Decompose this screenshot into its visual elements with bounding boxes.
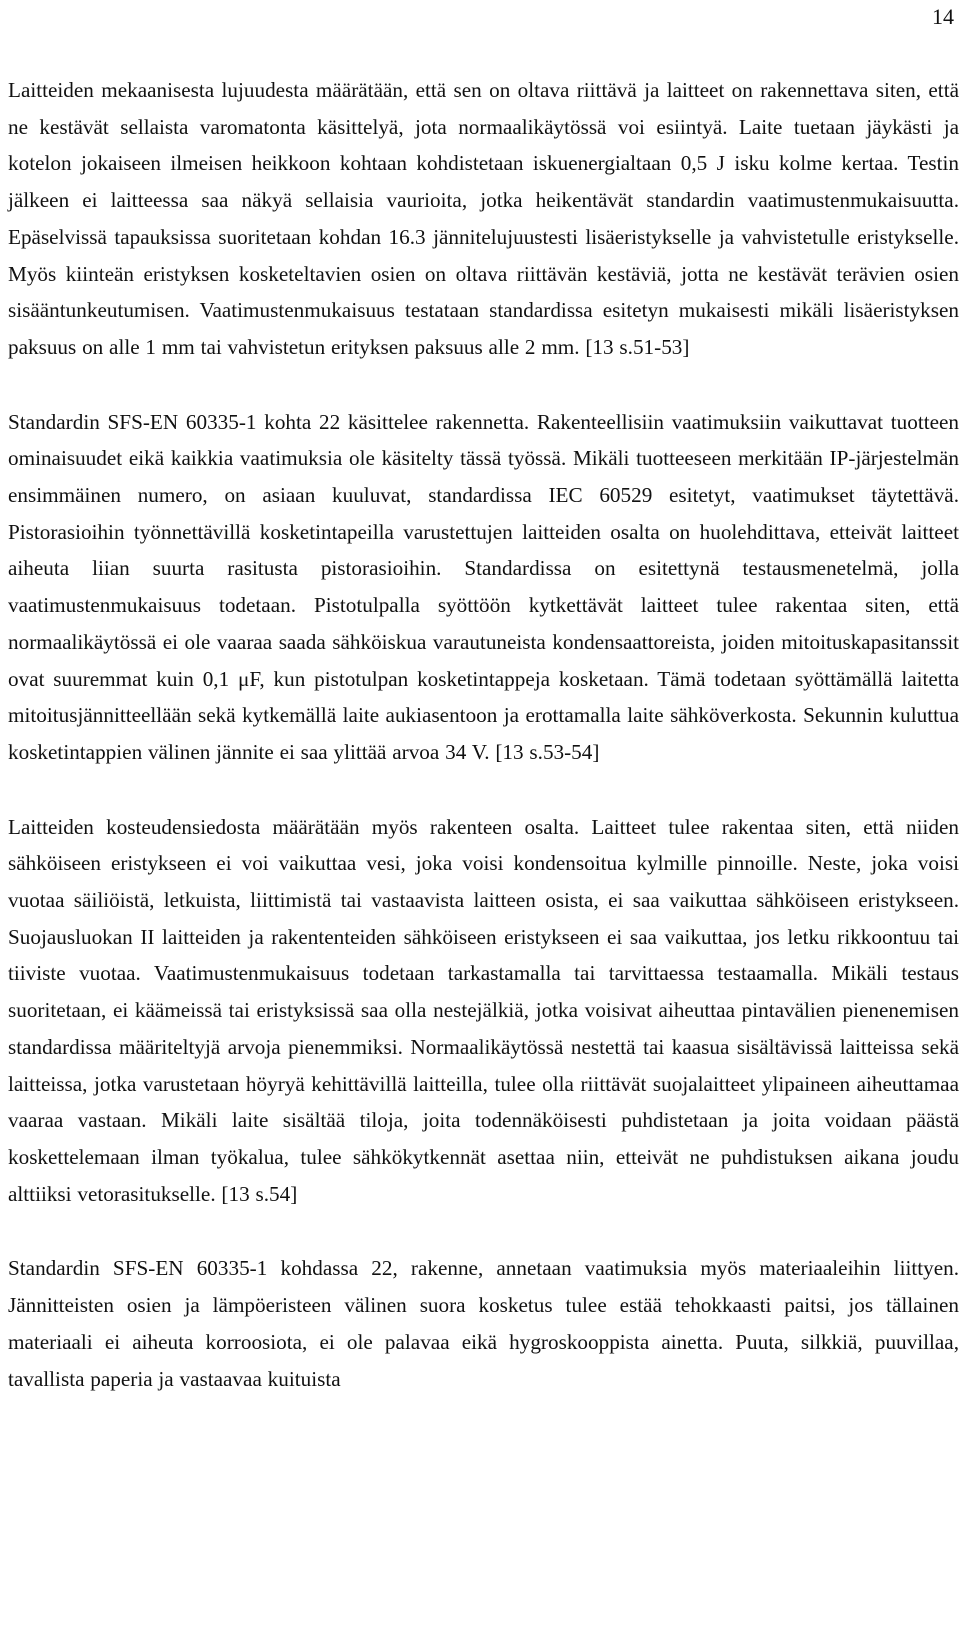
paragraph-mechanical-strength: Laitteiden mekaanisesta lujuudesta määrätään, että sen on oltava riittävä ja laitteet on rakennettava siten, että ne kestävät sellaista varomatonta käsittelyä, jota normaalikäytössä voi esiintyä. Laite tuetaan jäykästi ja kotelon jokaiseen ilmeisen heikkoon kohtaan kohdistetaan iskuenergialtaan 0,5 J isku kolme kertaa. Testin jälkeen ei laitteessa saa näkyä sellaisia vaurioita, jotka heikentävät standardin vaatimustenmukaisuutta. Epäselvissä tapauksissa suoritetaan kohdan 16.3 jännitelujuustesti lisäeristykselle ja vahvistetulle eristykselle. Myös kiinteän eristyksen kosketeltavien osien on oltava riittävän kestäviä, jotta ne kestävät terävien osien sisääntunkeutumisen. Vaatimustenmukaisuus testataan standardissa esitetyn mukaisesti mikäli lisäeristyksen paksuus on alle 1 mm tai vahvistetun erityksen paksuus alle 2 mm. [13 s.51-53]	[8, 78, 959, 359]
page-number: 14	[932, 4, 954, 29]
paragraph-moisture-resistance: Laitteiden kosteudensiedosta määrätään myös rakenteen osalta. Laitteet tulee rakentaa siten, että niiden sähköiseen eristykseen ei voi vaikuttaa vesi, joka voisi kondensoitua kylmille pinnoille. Neste, joka voisi vuotaa säiliöistä, letkuista, liittimistä tai vastaavista laitteen osista, ei saa vaikuttaa sähköiseen eristykseen. Suojausluokan II laitteiden ja rakententeiden sähköiseen eristykseen ei saa vaikuttaa, jos letku rikkoontuu tai tiiviste vuotaa. Vaatimustenmukaisuus todetaan tarkastamalla tai tarvittaessa testaamalla. Mikäli testaus suoritetaan, ei käämeissä tai eristyksissä saa olla nestejälkiä, jotka voisivat aiheuttaa pintavälien pienenemisen standardissa määriteltyjä arvoja pienemmiksi. Normaalikäytössä nestettä tai kaasua sisältävissä laitteissa sekä laitteissa, jotka varustetaan höyryä kehittävillä laitteilla, tulee olla riittävät suojalaitteet ylipaineen aiheuttamaa vaaraa vastaan. Mikäli laite sisältää tiloja, joita todennäköisesti puhdistetaan ja joita voidaan päästä koskettelemaan ilman työkalua, tulee sähkökytkennät asettaa niin, etteivät ne puhdistuksen aikana joudu alttiiksi vetorasitukselle. [13 s.54]	[8, 814, 959, 1206]
document-body	[8, 72, 959, 1397]
paragraph-construction: Standardin SFS-EN 60335-1 kohta 22 käsittelee rakennetta. Rakenteellisiin vaatimuksiin vaikuttavat tuotteen ominaisuudet eikä kaikkia vaatimuksia ole käsitelty tässä työssä. Mikäli tuotteeseen merkitään IP-järjestelmän ensimmäinen numero, on asiaan kuuluvat, standardissa IEC 60529 esitetyt, vaatimukset täytettävä. Pistorasioihin työnnettävillä kosketintapeilla varustettujen laitteiden osalta on huolehdittava, etteivät laitteet aiheuta liian suurta rasitusta pistorasioihin. Standardissa on esitettynä testausmenetelmä, jolla vaatimustenmukaisuus todetaan. Pistotulpalla syöttöön kytkettävät laitteet tulee rakentaa siten, että normaalikäytössä ei ole vaaraa saada sähköiskua varautuneista kondensaattoreista, joiden mitoituskapasitanssit ovat suuremmat kuin 0,1 μF, kun pistotulpan kosketintappeja kosketaan. Tämä todetaan syöttämällä laitetta mitoitusjännitteellään sekä kytkemällä laite aukiasentoon ja erottamalla laite sähköverkosta. Sekunnin kuluttua kosketintappien välinen jännite ei saa ylittää arvoa 34 V. [13 s.53-54]	[8, 409, 959, 764]
paragraph-materials: Standardin SFS-EN 60335-1 kohdassa 22, rakenne, annetaan vaatimuksia myös materiaaleihin liittyen. Jännitteisten osien ja lämpöeristeen välinen suora kosketus tulee estää tehokkaasti paitsi, jos tällainen materiaali ei aiheuta korroosiota, ei ole palavaa eikä hygroskooppista ainetta. Puuta, silkkiä, puuvillaa, tavallista paperia ja vastaavaa kuituista	[8, 1256, 959, 1391]
